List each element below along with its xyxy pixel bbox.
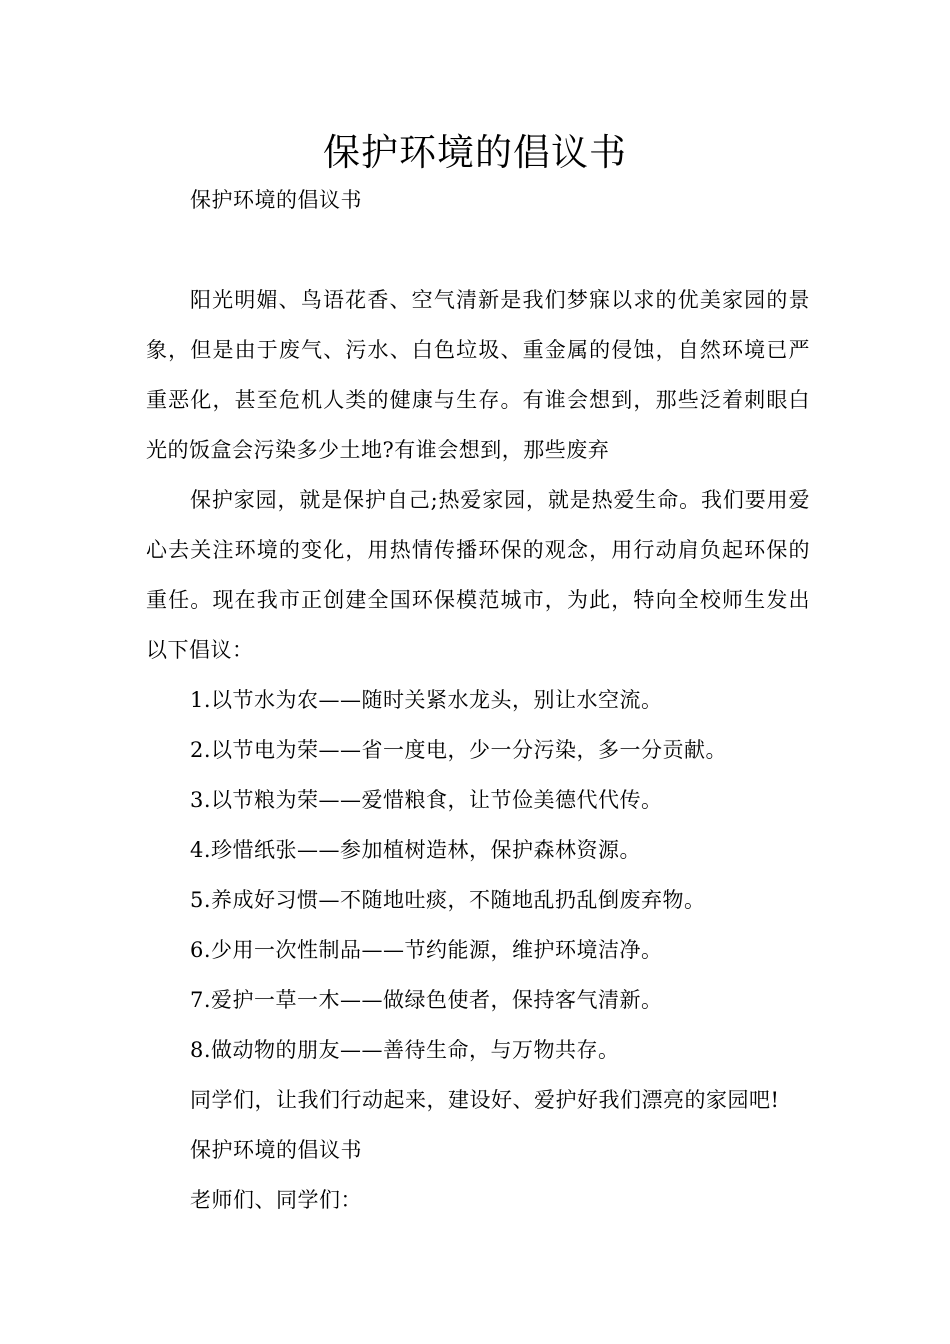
proposal-item-4: 4.珍惜纸张——参加植树造林，保护森林资源。 xyxy=(190,838,642,862)
second-document-title: 保护环境的倡议书 xyxy=(190,1138,362,1162)
document-subtitle: 保护环境的倡议书 xyxy=(190,188,362,212)
proposal-item-2: 2.以节电为荣——省一度电，少一分污染，多一分贡献。 xyxy=(190,738,728,762)
proposal-item-1: 1.以节水为农——随时关紧水龙头，别让水空流。 xyxy=(190,688,663,712)
closing-line: 同学们，让我们行动起来，建设好、爱护好我们漂亮的家园吧! xyxy=(190,1088,780,1112)
paragraph-appeal: 保护家园，就是保护自己;热爱家园，就是热爱生命。我们要用爱心去关注环境的变化，用热情传播环保的观念，用行动肩负起环保的重任。现在我市正创建全国环保模范城市，为此，特向全校师生发出以下倡议： xyxy=(146,488,810,662)
salutation: 老师们、同学们： xyxy=(190,1188,362,1212)
proposal-item-7: 7.爱护一草一木——做绿色使者，保持客气清新。 xyxy=(190,988,663,1012)
proposal-item-3: 3.以节粮为荣——爱惜粮食，让节俭美德代代传。 xyxy=(190,788,663,812)
proposal-item-5: 5.养成好习惯—不随地吐痰，不随地乱扔乱倒废弃物。 xyxy=(190,888,706,912)
proposal-item-8: 8.做动物的朋友——善待生命，与万物共存。 xyxy=(190,1038,620,1062)
document-title: 保护环境的倡议书 xyxy=(323,131,627,174)
proposal-item-6: 6.少用一次性制品——节约能源，维护环境洁净。 xyxy=(190,938,663,962)
paragraph-intro: 阳光明媚、鸟语花香、空气清新是我们梦寐以求的优美家园的景象，但是由于废气、污水、白色垃圾、重金属的侵蚀，自然环境已严重恶化，甚至危机人类的健康与生存。有谁会想到，那些泛着刺眼白光的饭盒会污染多少土地?有谁会想到，那些废弃 xyxy=(146,288,810,462)
